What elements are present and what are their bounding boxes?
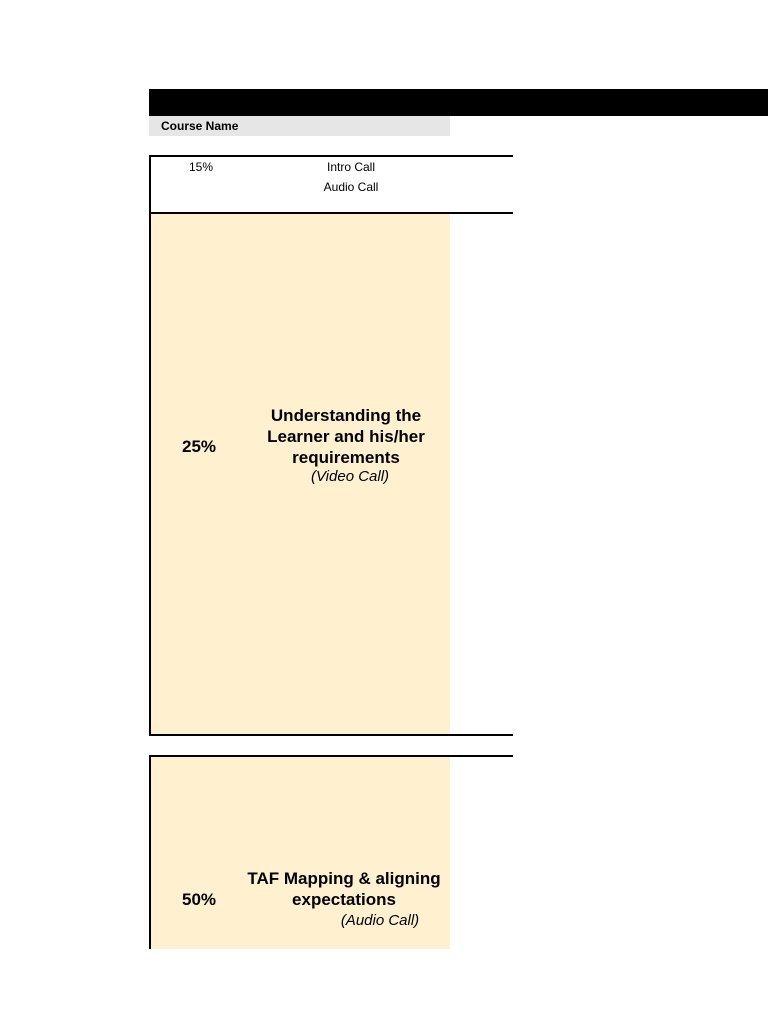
intro-call-percent: 15% xyxy=(188,160,214,174)
course-name-cell xyxy=(149,116,450,136)
section-taf-mapping-title: TAF Mapping & aligning expectations xyxy=(247,869,441,909)
intro-call-title xyxy=(291,157,411,197)
section-understanding-learner-call-type: (Video Call) xyxy=(310,468,390,485)
intro-call-title-line2: Audio Call xyxy=(323,180,379,194)
section-understanding-learner-title: Understanding the Learner and his/her requirements xyxy=(267,406,425,467)
intro-call-title-line1: Intro Call xyxy=(326,160,376,174)
section-understanding-learner-percent: 25% xyxy=(181,437,217,456)
intro-call-row xyxy=(149,155,513,214)
section-taf-mapping-call-type: (Audio Call) xyxy=(340,912,420,929)
header-bar xyxy=(149,89,768,116)
course-name-label: Course Name xyxy=(161,119,239,133)
section-taf-mapping-percent: 50% xyxy=(181,890,217,909)
